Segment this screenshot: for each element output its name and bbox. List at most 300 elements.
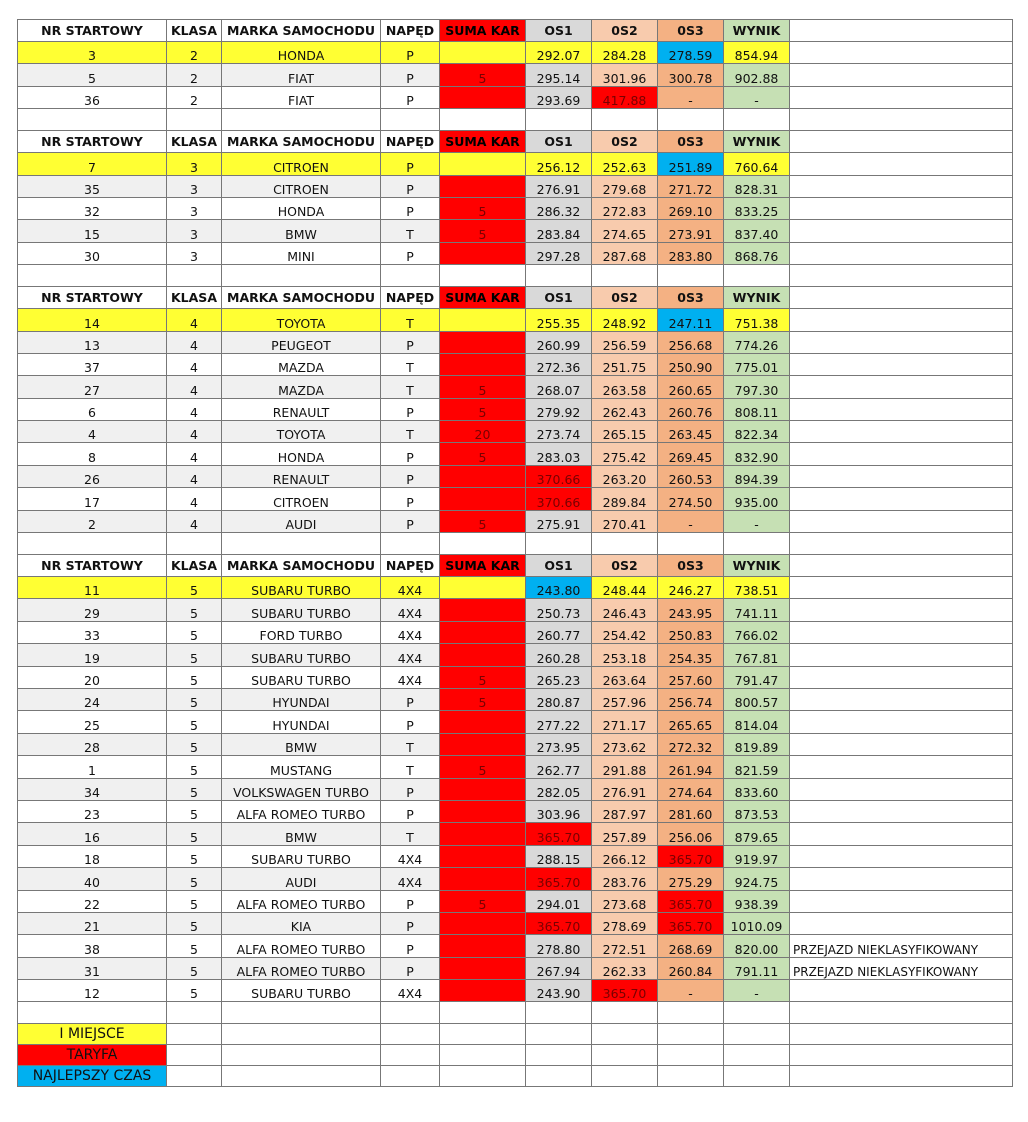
- empty-cell[interactable]: [526, 1024, 592, 1045]
- class-cell[interactable]: 5: [167, 800, 222, 822]
- empty-cell[interactable]: [167, 1066, 222, 1087]
- class-cell[interactable]: 2: [167, 86, 222, 108]
- header-result[interactable]: WYNIK: [724, 555, 790, 577]
- car-make-cell[interactable]: TOYOTA: [222, 421, 381, 443]
- note-cell[interactable]: [790, 488, 1013, 510]
- empty-cell[interactable]: [440, 1002, 526, 1024]
- start-number-cell[interactable]: 11: [18, 577, 167, 599]
- car-make-cell[interactable]: MAZDA: [222, 353, 381, 375]
- drive-cell[interactable]: P: [381, 800, 440, 822]
- result-cell[interactable]: 738.51: [724, 577, 790, 599]
- os1-time-cell[interactable]: 272.36: [526, 353, 592, 375]
- start-number-cell[interactable]: 7: [18, 153, 167, 175]
- drive-cell[interactable]: P: [381, 175, 440, 197]
- penalty-sum-cell[interactable]: [440, 309, 526, 331]
- empty-cell[interactable]: [222, 1066, 381, 1087]
- class-cell[interactable]: 4: [167, 331, 222, 353]
- header-class[interactable]: KLASA: [167, 287, 222, 309]
- start-number-cell[interactable]: 4: [18, 421, 167, 443]
- os3-time-cell[interactable]: 278.59: [658, 42, 724, 64]
- class-cell[interactable]: 5: [167, 845, 222, 867]
- class-cell[interactable]: 5: [167, 756, 222, 778]
- header-penalty-sum[interactable]: SUMA KAR: [440, 287, 526, 309]
- empty-cell[interactable]: [440, 533, 526, 555]
- penalty-sum-cell[interactable]: [440, 912, 526, 934]
- drive-cell[interactable]: P: [381, 510, 440, 532]
- start-number-cell[interactable]: 12: [18, 980, 167, 1002]
- header-class[interactable]: KLASA: [167, 131, 222, 153]
- result-cell[interactable]: 820.00: [724, 935, 790, 957]
- drive-cell[interactable]: T: [381, 220, 440, 242]
- note-cell[interactable]: [790, 621, 1013, 643]
- drive-cell[interactable]: P: [381, 42, 440, 64]
- os3-time-cell[interactable]: 260.65: [658, 376, 724, 398]
- empty-cell[interactable]: [790, 555, 1013, 577]
- os1-time-cell[interactable]: 243.90: [526, 980, 592, 1002]
- start-number-cell[interactable]: 20: [18, 666, 167, 688]
- result-cell[interactable]: 924.75: [724, 868, 790, 890]
- empty-cell[interactable]: [381, 533, 440, 555]
- note-cell[interactable]: [790, 153, 1013, 175]
- os3-time-cell[interactable]: 261.94: [658, 756, 724, 778]
- os2-time-cell[interactable]: 262.43: [592, 398, 658, 420]
- result-cell[interactable]: 828.31: [724, 175, 790, 197]
- os2-time-cell[interactable]: 279.68: [592, 175, 658, 197]
- os1-time-cell[interactable]: 260.28: [526, 644, 592, 666]
- os1-time-cell[interactable]: 295.14: [526, 64, 592, 86]
- os3-time-cell[interactable]: 273.91: [658, 220, 724, 242]
- empty-cell[interactable]: [526, 1045, 592, 1066]
- result-cell[interactable]: 873.53: [724, 800, 790, 822]
- empty-cell[interactable]: [658, 265, 724, 287]
- empty-cell[interactable]: [658, 533, 724, 555]
- start-number-cell[interactable]: 24: [18, 688, 167, 710]
- os1-time-cell[interactable]: 303.96: [526, 800, 592, 822]
- drive-cell[interactable]: 4X4: [381, 980, 440, 1002]
- result-cell[interactable]: 837.40: [724, 220, 790, 242]
- penalty-sum-cell[interactable]: [440, 488, 526, 510]
- os3-time-cell[interactable]: 269.10: [658, 197, 724, 219]
- os2-time-cell[interactable]: 275.42: [592, 443, 658, 465]
- result-cell[interactable]: 868.76: [724, 242, 790, 264]
- result-cell[interactable]: 791.47: [724, 666, 790, 688]
- car-make-cell[interactable]: ALFA ROMEO TURBO: [222, 800, 381, 822]
- drive-cell[interactable]: T: [381, 733, 440, 755]
- header-class[interactable]: KLASA: [167, 20, 222, 42]
- header-penalty-sum[interactable]: SUMA KAR: [440, 20, 526, 42]
- note-cell[interactable]: [790, 331, 1013, 353]
- class-cell[interactable]: 3: [167, 197, 222, 219]
- penalty-sum-cell[interactable]: 5: [440, 510, 526, 532]
- os3-time-cell[interactable]: 256.74: [658, 688, 724, 710]
- class-cell[interactable]: 4: [167, 465, 222, 487]
- penalty-sum-cell[interactable]: [440, 778, 526, 800]
- os3-time-cell[interactable]: 254.35: [658, 644, 724, 666]
- start-number-cell[interactable]: 22: [18, 890, 167, 912]
- drive-cell[interactable]: P: [381, 331, 440, 353]
- drive-cell[interactable]: P: [381, 957, 440, 979]
- os3-time-cell[interactable]: 365.70: [658, 890, 724, 912]
- header-penalty-sum[interactable]: SUMA KAR: [440, 131, 526, 153]
- penalty-sum-cell[interactable]: [440, 242, 526, 264]
- empty-cell[interactable]: [18, 533, 167, 555]
- class-cell[interactable]: 5: [167, 890, 222, 912]
- empty-cell[interactable]: [440, 1024, 526, 1045]
- os1-time-cell[interactable]: 267.94: [526, 957, 592, 979]
- os1-time-cell[interactable]: 275.91: [526, 510, 592, 532]
- empty-cell[interactable]: [724, 265, 790, 287]
- os2-time-cell[interactable]: 271.17: [592, 711, 658, 733]
- drive-cell[interactable]: P: [381, 711, 440, 733]
- os1-time-cell[interactable]: 297.28: [526, 242, 592, 264]
- os1-time-cell[interactable]: 293.69: [526, 86, 592, 108]
- os2-time-cell[interactable]: 263.64: [592, 666, 658, 688]
- start-number-cell[interactable]: 33: [18, 621, 167, 643]
- note-cell[interactable]: [790, 398, 1013, 420]
- os3-time-cell[interactable]: -: [658, 510, 724, 532]
- empty-cell[interactable]: [381, 1002, 440, 1024]
- start-number-cell[interactable]: 23: [18, 800, 167, 822]
- os3-time-cell[interactable]: 274.64: [658, 778, 724, 800]
- car-make-cell[interactable]: BMW: [222, 733, 381, 755]
- os1-time-cell[interactable]: 255.35: [526, 309, 592, 331]
- os1-time-cell[interactable]: 283.84: [526, 220, 592, 242]
- empty-cell[interactable]: [222, 265, 381, 287]
- os3-time-cell[interactable]: 365.70: [658, 912, 724, 934]
- car-make-cell[interactable]: HONDA: [222, 197, 381, 219]
- os1-time-cell[interactable]: 273.74: [526, 421, 592, 443]
- car-make-cell[interactable]: BMW: [222, 823, 381, 845]
- penalty-sum-cell[interactable]: 5: [440, 220, 526, 242]
- empty-cell[interactable]: [167, 1002, 222, 1024]
- class-cell[interactable]: 5: [167, 957, 222, 979]
- drive-cell[interactable]: 4X4: [381, 577, 440, 599]
- car-make-cell[interactable]: SUBARU TURBO: [222, 845, 381, 867]
- os3-time-cell[interactable]: 260.84: [658, 957, 724, 979]
- empty-cell[interactable]: [658, 1002, 724, 1024]
- empty-cell[interactable]: [592, 1066, 658, 1087]
- class-cell[interactable]: 5: [167, 868, 222, 890]
- os2-time-cell[interactable]: 272.51: [592, 935, 658, 957]
- penalty-sum-cell[interactable]: 5: [440, 376, 526, 398]
- empty-cell[interactable]: [440, 1066, 526, 1087]
- drive-cell[interactable]: P: [381, 688, 440, 710]
- result-cell[interactable]: 791.11: [724, 957, 790, 979]
- os3-time-cell[interactable]: 272.32: [658, 733, 724, 755]
- note-cell[interactable]: [790, 353, 1013, 375]
- os1-time-cell[interactable]: 250.73: [526, 599, 592, 621]
- os1-time-cell[interactable]: 370.66: [526, 488, 592, 510]
- empty-cell[interactable]: [526, 109, 592, 131]
- empty-cell[interactable]: [381, 1066, 440, 1087]
- start-number-cell[interactable]: 14: [18, 309, 167, 331]
- empty-cell[interactable]: [18, 109, 167, 131]
- car-make-cell[interactable]: MAZDA: [222, 376, 381, 398]
- empty-cell[interactable]: [526, 533, 592, 555]
- car-make-cell[interactable]: BMW: [222, 220, 381, 242]
- empty-cell[interactable]: [658, 1045, 724, 1066]
- note-cell[interactable]: [790, 644, 1013, 666]
- os1-time-cell[interactable]: 273.95: [526, 733, 592, 755]
- os2-time-cell[interactable]: 276.91: [592, 778, 658, 800]
- car-make-cell[interactable]: RENAULT: [222, 398, 381, 420]
- drive-cell[interactable]: P: [381, 398, 440, 420]
- car-make-cell[interactable]: ALFA ROMEO TURBO: [222, 957, 381, 979]
- os3-time-cell[interactable]: 247.11: [658, 309, 724, 331]
- header-os3-time[interactable]: 0S3: [658, 131, 724, 153]
- car-make-cell[interactable]: TOYOTA: [222, 309, 381, 331]
- os2-time-cell[interactable]: 257.89: [592, 823, 658, 845]
- header-os3-time[interactable]: 0S3: [658, 287, 724, 309]
- start-number-cell[interactable]: 37: [18, 353, 167, 375]
- os2-time-cell[interactable]: 252.63: [592, 153, 658, 175]
- os1-time-cell[interactable]: 292.07: [526, 42, 592, 64]
- empty-cell[interactable]: [167, 265, 222, 287]
- empty-cell[interactable]: [790, 287, 1013, 309]
- empty-cell[interactable]: [381, 1024, 440, 1045]
- os2-time-cell[interactable]: 257.96: [592, 688, 658, 710]
- header-drive[interactable]: NAPĘD: [381, 287, 440, 309]
- header-os3-time[interactable]: 0S3: [658, 20, 724, 42]
- os2-time-cell[interactable]: 263.20: [592, 465, 658, 487]
- os1-time-cell[interactable]: 277.22: [526, 711, 592, 733]
- os2-time-cell[interactable]: 254.42: [592, 621, 658, 643]
- empty-cell[interactable]: [790, 1066, 1013, 1087]
- start-number-cell[interactable]: 8: [18, 443, 167, 465]
- start-number-cell[interactable]: 3: [18, 42, 167, 64]
- drive-cell[interactable]: P: [381, 912, 440, 934]
- os3-time-cell[interactable]: 271.72: [658, 175, 724, 197]
- penalty-sum-cell[interactable]: [440, 153, 526, 175]
- result-cell[interactable]: 808.11: [724, 398, 790, 420]
- start-number-cell[interactable]: 5: [18, 64, 167, 86]
- start-number-cell[interactable]: 34: [18, 778, 167, 800]
- penalty-sum-cell[interactable]: [440, 823, 526, 845]
- os2-time-cell[interactable]: 262.33: [592, 957, 658, 979]
- penalty-sum-cell[interactable]: [440, 465, 526, 487]
- result-cell[interactable]: -: [724, 510, 790, 532]
- drive-cell[interactable]: P: [381, 153, 440, 175]
- os1-time-cell[interactable]: 283.03: [526, 443, 592, 465]
- car-make-cell[interactable]: SUBARU TURBO: [222, 599, 381, 621]
- note-cell[interactable]: [790, 64, 1013, 86]
- drive-cell[interactable]: T: [381, 421, 440, 443]
- penalty-sum-cell[interactable]: 5: [440, 64, 526, 86]
- car-make-cell[interactable]: PEUGEOT: [222, 331, 381, 353]
- result-cell[interactable]: 832.90: [724, 443, 790, 465]
- class-cell[interactable]: 5: [167, 644, 222, 666]
- car-make-cell[interactable]: CITROEN: [222, 488, 381, 510]
- empty-cell[interactable]: [167, 109, 222, 131]
- car-make-cell[interactable]: ALFA ROMEO TURBO: [222, 935, 381, 957]
- empty-cell[interactable]: [790, 265, 1013, 287]
- start-number-cell[interactable]: 13: [18, 331, 167, 353]
- os3-time-cell[interactable]: 260.76: [658, 398, 724, 420]
- class-cell[interactable]: 5: [167, 823, 222, 845]
- drive-cell[interactable]: 4X4: [381, 599, 440, 621]
- empty-cell[interactable]: [592, 109, 658, 131]
- result-cell[interactable]: 938.39: [724, 890, 790, 912]
- result-cell[interactable]: 894.39: [724, 465, 790, 487]
- car-make-cell[interactable]: MINI: [222, 242, 381, 264]
- empty-cell[interactable]: [658, 1066, 724, 1087]
- car-make-cell[interactable]: SUBARU TURBO: [222, 644, 381, 666]
- os3-time-cell[interactable]: 246.27: [658, 577, 724, 599]
- note-cell[interactable]: [790, 800, 1013, 822]
- note-cell[interactable]: [790, 599, 1013, 621]
- class-cell[interactable]: 2: [167, 42, 222, 64]
- empty-cell[interactable]: [790, 1045, 1013, 1066]
- os3-time-cell[interactable]: 243.95: [658, 599, 724, 621]
- penalty-sum-cell[interactable]: [440, 621, 526, 643]
- drive-cell[interactable]: P: [381, 778, 440, 800]
- os1-time-cell[interactable]: 286.32: [526, 197, 592, 219]
- empty-cell[interactable]: [592, 1024, 658, 1045]
- empty-cell[interactable]: [790, 1002, 1013, 1024]
- header-car-make[interactable]: MARKA SAMOCHODU: [222, 131, 381, 153]
- result-cell[interactable]: 767.81: [724, 644, 790, 666]
- header-start-number[interactable]: NR STARTOWY: [18, 20, 167, 42]
- start-number-cell[interactable]: 19: [18, 644, 167, 666]
- penalty-sum-cell[interactable]: 5: [440, 688, 526, 710]
- drive-cell[interactable]: P: [381, 242, 440, 264]
- empty-cell[interactable]: [592, 1045, 658, 1066]
- penalty-sum-cell[interactable]: [440, 868, 526, 890]
- empty-cell[interactable]: [440, 265, 526, 287]
- result-cell[interactable]: 760.64: [724, 153, 790, 175]
- os3-time-cell[interactable]: 275.29: [658, 868, 724, 890]
- header-os1-time[interactable]: OS1: [526, 131, 592, 153]
- header-os2-time[interactable]: 0S2: [592, 131, 658, 153]
- empty-cell[interactable]: [440, 1045, 526, 1066]
- os3-time-cell[interactable]: 263.45: [658, 421, 724, 443]
- header-os3-time[interactable]: 0S3: [658, 555, 724, 577]
- start-number-cell[interactable]: 15: [18, 220, 167, 242]
- os2-time-cell[interactable]: 272.83: [592, 197, 658, 219]
- note-cell[interactable]: [790, 309, 1013, 331]
- car-make-cell[interactable]: MUSTANG: [222, 756, 381, 778]
- os2-time-cell[interactable]: 278.69: [592, 912, 658, 934]
- note-cell[interactable]: [790, 778, 1013, 800]
- empty-cell[interactable]: [526, 1066, 592, 1087]
- start-number-cell[interactable]: 36: [18, 86, 167, 108]
- note-cell[interactable]: [790, 376, 1013, 398]
- header-start-number[interactable]: NR STARTOWY: [18, 555, 167, 577]
- note-cell[interactable]: [790, 197, 1013, 219]
- penalty-sum-cell[interactable]: 5: [440, 666, 526, 688]
- penalty-sum-cell[interactable]: [440, 42, 526, 64]
- car-make-cell[interactable]: HYUNDAI: [222, 688, 381, 710]
- penalty-sum-cell[interactable]: [440, 935, 526, 957]
- car-make-cell[interactable]: SUBARU TURBO: [222, 666, 381, 688]
- empty-cell[interactable]: [790, 1024, 1013, 1045]
- empty-cell[interactable]: [18, 265, 167, 287]
- result-cell[interactable]: 797.30: [724, 376, 790, 398]
- os1-time-cell[interactable]: 256.12: [526, 153, 592, 175]
- car-make-cell[interactable]: AUDI: [222, 510, 381, 532]
- empty-cell[interactable]: [526, 1002, 592, 1024]
- os1-time-cell[interactable]: 276.91: [526, 175, 592, 197]
- os2-time-cell[interactable]: 251.75: [592, 353, 658, 375]
- header-os2-time[interactable]: 0S2: [592, 20, 658, 42]
- class-cell[interactable]: 3: [167, 220, 222, 242]
- header-drive[interactable]: NAPĘD: [381, 20, 440, 42]
- class-cell[interactable]: 3: [167, 175, 222, 197]
- class-cell[interactable]: 3: [167, 242, 222, 264]
- class-cell[interactable]: 5: [167, 621, 222, 643]
- empty-cell[interactable]: [724, 533, 790, 555]
- class-cell[interactable]: 3: [167, 153, 222, 175]
- os1-time-cell[interactable]: 262.77: [526, 756, 592, 778]
- header-drive[interactable]: NAPĘD: [381, 131, 440, 153]
- note-cell[interactable]: [790, 42, 1013, 64]
- penalty-sum-cell[interactable]: [440, 711, 526, 733]
- os1-time-cell[interactable]: 278.80: [526, 935, 592, 957]
- os1-time-cell[interactable]: 279.92: [526, 398, 592, 420]
- drive-cell[interactable]: 4X4: [381, 644, 440, 666]
- header-start-number[interactable]: NR STARTOWY: [18, 287, 167, 309]
- os2-time-cell[interactable]: 291.88: [592, 756, 658, 778]
- os3-time-cell[interactable]: 256.06: [658, 823, 724, 845]
- os3-time-cell[interactable]: 257.60: [658, 666, 724, 688]
- empty-cell[interactable]: [222, 109, 381, 131]
- empty-cell[interactable]: [724, 109, 790, 131]
- penalty-sum-cell[interactable]: 5: [440, 197, 526, 219]
- os1-time-cell[interactable]: 265.23: [526, 666, 592, 688]
- os3-time-cell[interactable]: 300.78: [658, 64, 724, 86]
- class-cell[interactable]: 5: [167, 577, 222, 599]
- os2-time-cell[interactable]: 270.41: [592, 510, 658, 532]
- drive-cell[interactable]: P: [381, 86, 440, 108]
- class-cell[interactable]: 5: [167, 980, 222, 1002]
- result-cell[interactable]: 766.02: [724, 621, 790, 643]
- result-cell[interactable]: 822.34: [724, 421, 790, 443]
- os2-time-cell[interactable]: 248.44: [592, 577, 658, 599]
- penalty-sum-cell[interactable]: [440, 980, 526, 1002]
- car-make-cell[interactable]: FIAT: [222, 86, 381, 108]
- note-cell[interactable]: [790, 443, 1013, 465]
- penalty-sum-cell[interactable]: [440, 577, 526, 599]
- empty-cell[interactable]: [381, 265, 440, 287]
- os1-time-cell[interactable]: 243.80: [526, 577, 592, 599]
- result-cell[interactable]: -: [724, 86, 790, 108]
- drive-cell[interactable]: P: [381, 197, 440, 219]
- empty-cell[interactable]: [790, 131, 1013, 153]
- os3-time-cell[interactable]: -: [658, 980, 724, 1002]
- start-number-cell[interactable]: 2: [18, 510, 167, 532]
- empty-cell[interactable]: [222, 533, 381, 555]
- os3-time-cell[interactable]: 256.68: [658, 331, 724, 353]
- os1-time-cell[interactable]: 294.01: [526, 890, 592, 912]
- os2-time-cell[interactable]: 417.88: [592, 86, 658, 108]
- result-cell[interactable]: 1010.09: [724, 912, 790, 934]
- start-number-cell[interactable]: 30: [18, 242, 167, 264]
- os3-time-cell[interactable]: 269.45: [658, 443, 724, 465]
- note-cell[interactable]: [790, 733, 1013, 755]
- result-cell[interactable]: 935.00: [724, 488, 790, 510]
- header-penalty-sum[interactable]: SUMA KAR: [440, 555, 526, 577]
- empty-cell[interactable]: [381, 109, 440, 131]
- class-cell[interactable]: 4: [167, 443, 222, 465]
- drive-cell[interactable]: T: [381, 353, 440, 375]
- os1-time-cell[interactable]: 268.07: [526, 376, 592, 398]
- note-cell[interactable]: [790, 242, 1013, 264]
- start-number-cell[interactable]: 27: [18, 376, 167, 398]
- car-make-cell[interactable]: AUDI: [222, 868, 381, 890]
- empty-cell[interactable]: [724, 1066, 790, 1087]
- header-car-make[interactable]: MARKA SAMOCHODU: [222, 20, 381, 42]
- note-cell[interactable]: [790, 845, 1013, 867]
